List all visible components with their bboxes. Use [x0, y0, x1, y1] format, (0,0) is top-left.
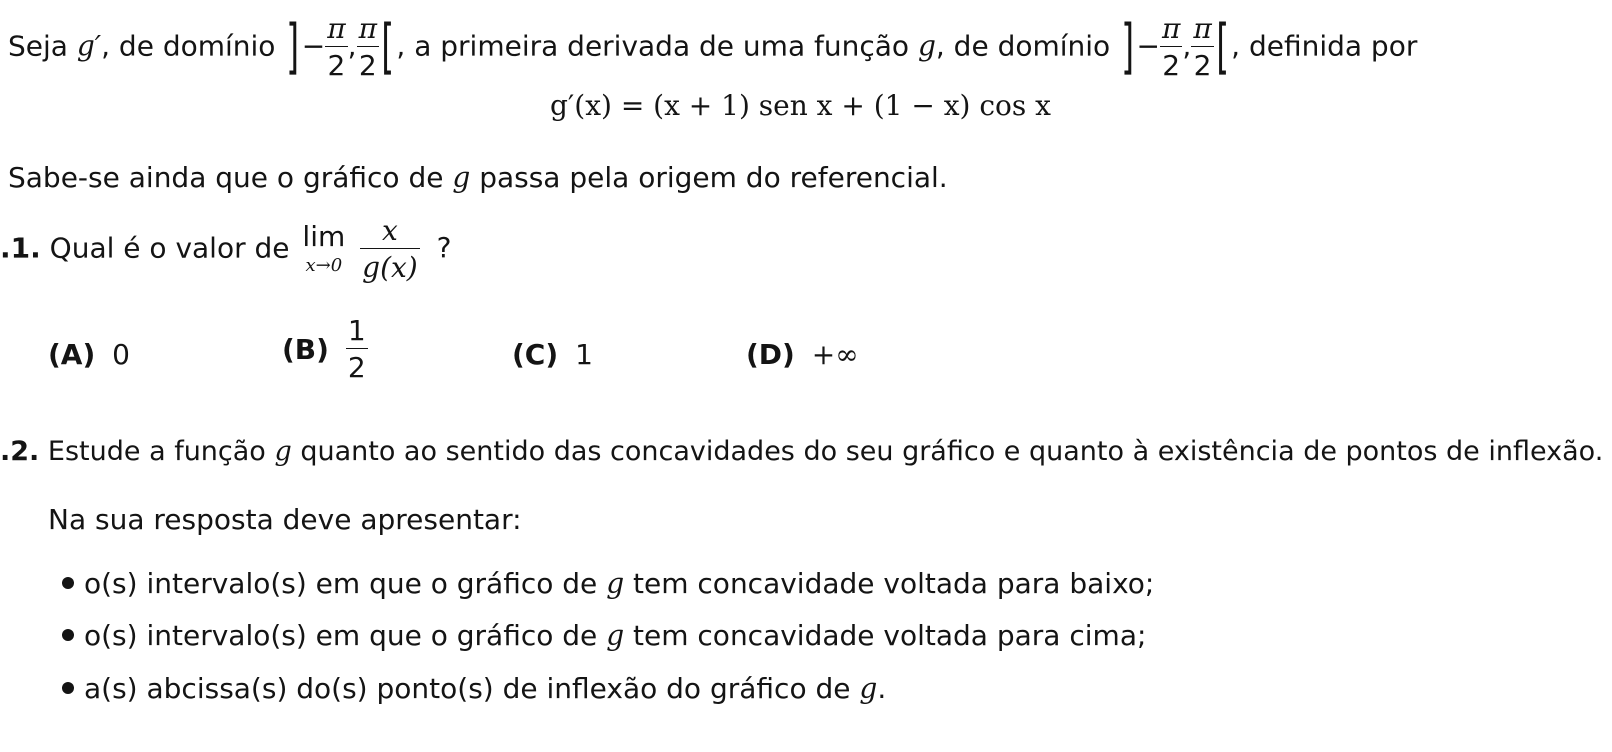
bullet-icon	[62, 682, 74, 694]
pi-over-two-fraction-2: $\frac{\pi}{2}$	[358, 12, 377, 83]
open-bracket-2: ]	[1121, 12, 1135, 83]
intro-text-1: Seja	[8, 29, 68, 63]
option-b-label: (B)	[282, 332, 329, 366]
option-b[interactable]	[282, 316, 368, 383]
intro-text-5: , definida por	[1231, 29, 1418, 63]
close-bracket-2: [	[1215, 12, 1229, 83]
limit-fraction: $\frac{x}{g(x)}$	[362, 214, 418, 285]
question-mark: ?	[436, 231, 452, 265]
domain-comma-1: ,	[347, 29, 357, 63]
g-prime-symbol: g′	[76, 29, 102, 63]
g-symbol: g	[606, 567, 625, 600]
option-d-value: +∞	[811, 338, 859, 371]
open-bracket-1: ]	[286, 12, 300, 83]
equation-text: g′(x) = (x + 1) sen x + (1 − x) cos x	[550, 89, 1051, 122]
g-symbol: g	[452, 161, 471, 194]
option-a-label: (A)	[48, 338, 96, 371]
intro-text-2: , de domínio	[101, 29, 276, 63]
list-item: o(s) intervalo(s) em que o gráfico de g tem concavidade voltada para baixo;	[62, 570, 1154, 598]
g-symbol: g	[274, 436, 292, 467]
question-2-number: .2.	[0, 436, 40, 467]
g-symbol: g	[606, 619, 625, 652]
question-1-text: Qual é o valor de	[49, 231, 290, 265]
option-d[interactable]	[746, 338, 859, 371]
option-c-value: 1	[575, 338, 593, 371]
intro-text-4: , de domínio	[935, 29, 1111, 63]
option-b-fraction: $\frac{1}{2}$	[347, 314, 366, 385]
minus-sign-1: −	[301, 29, 326, 63]
question-2	[0, 438, 1603, 465]
origin-text-1: Sabe-se ainda que o gráfico de	[8, 161, 444, 194]
origin-text-2: passa pela origem do referencial.	[479, 161, 948, 194]
question-1	[0, 216, 452, 283]
intro-line	[8, 14, 1417, 81]
pi-over-two-fraction-3: $\frac{\pi}{2}$	[1162, 12, 1181, 83]
question-2-subtitle: Na sua resposta deve apresentar:	[48, 503, 522, 536]
bullet-icon	[62, 577, 74, 589]
pi-over-two-fraction-1: $\frac{\pi}{2}$	[327, 12, 346, 83]
list-item: o(s) intervalo(s) em que o gráfico de g tem concavidade voltada para cima;	[62, 622, 1146, 650]
question-2-text-1: Estude a função	[47, 436, 266, 467]
pi-over-two-fraction-4: $\frac{\pi}{2}$	[1193, 12, 1212, 83]
derivative-equation	[550, 89, 1051, 122]
option-c-label: (C)	[512, 338, 559, 371]
minus-sign-2: −	[1136, 29, 1160, 63]
domain-comma-2: ,	[1182, 29, 1192, 63]
limit-operator: lim x→0	[302, 220, 346, 277]
question-2-text-2: quanto ao sentido das concavidades do seu gráfico e quanto à existência de pontos de inflexão.	[300, 436, 1604, 467]
option-a-value: 0	[112, 338, 130, 371]
list-item: a(s) abcissa(s) do(s) ponto(s) de inflexão do gráfico de g.	[62, 675, 886, 703]
option-d-label: (D)	[746, 338, 795, 371]
origin-sentence	[8, 161, 948, 194]
g-symbol: g	[917, 29, 936, 63]
bullet-icon	[62, 629, 74, 641]
option-c[interactable]	[512, 338, 593, 371]
close-bracket-1: [	[381, 12, 395, 83]
option-a[interactable]	[48, 338, 130, 371]
intro-text-3: , a primeira derivada de uma função	[396, 29, 910, 63]
question-1-number: .1.	[0, 231, 41, 265]
g-symbol: g	[859, 672, 878, 705]
